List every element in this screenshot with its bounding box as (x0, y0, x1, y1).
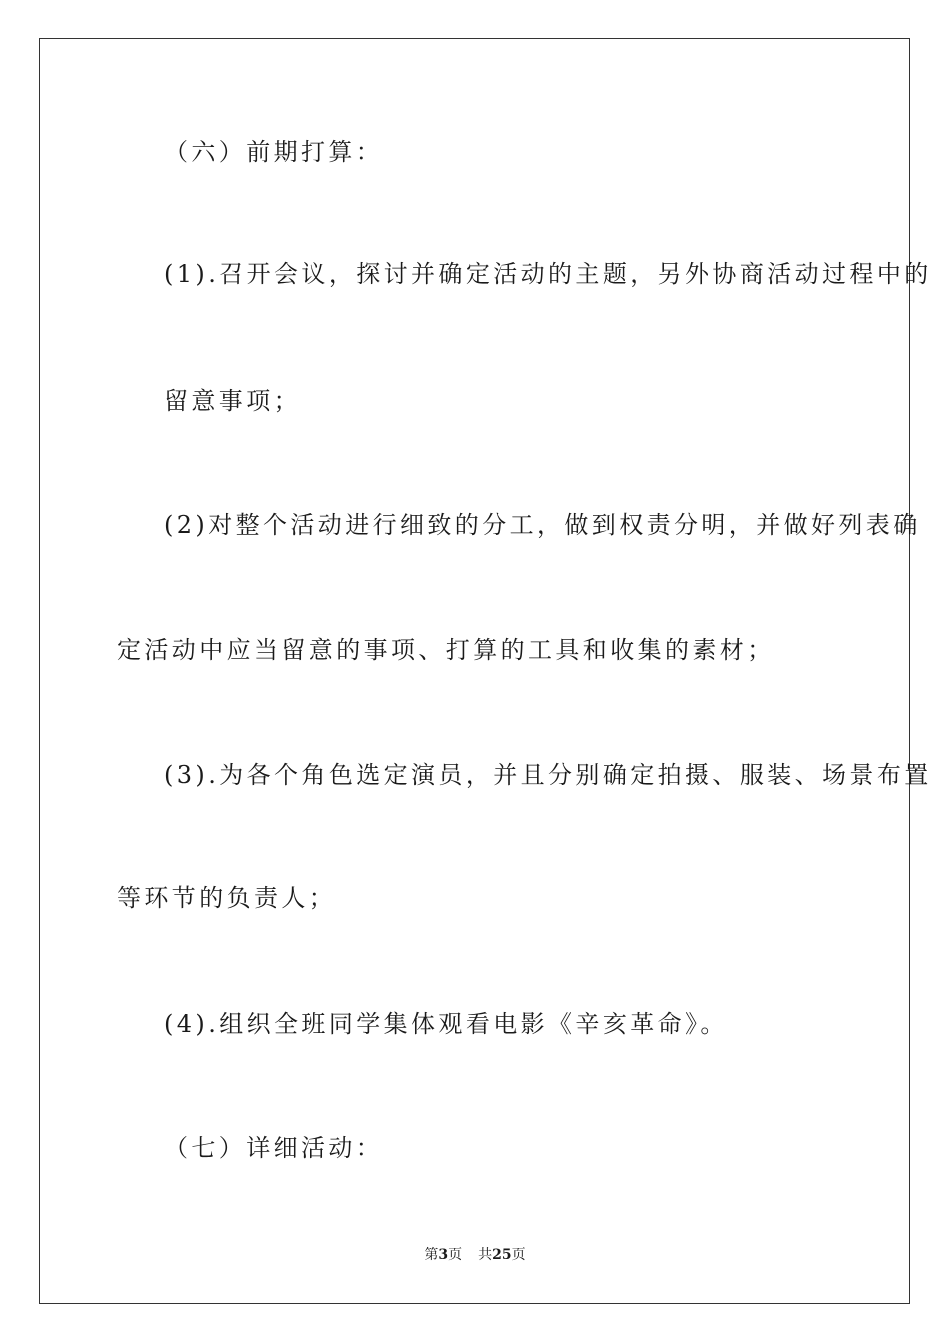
section-heading-seven: （七）详细活动： (164, 1134, 384, 1162)
page-footer (0, 1245, 950, 1265)
footer-total-pages: 25 (492, 1247, 512, 1263)
paragraph-line: (2)对整个活动进行细致的分工，做到权责分明，并做好列表确 (164, 511, 921, 539)
paragraph-line: (1).召开会议，探讨并确定活动的主题，另外协商活动过程中的 (164, 260, 932, 288)
paragraph-line: 等环节的负责人； (117, 884, 337, 912)
footer-page-prefix: 第 (424, 1247, 439, 1263)
paragraph-line: (4).组织全班同学集体观看电影《辛亥革命》。 (164, 1010, 728, 1038)
paragraph-line: 留意事项； (164, 387, 301, 415)
paragraph-line: 定活动中应当留意的事项、打算的工具和收集的素材； (117, 636, 775, 664)
paragraph-line: (3).为各个角色选定演员，并且分别确定拍摄、服装、场景布置 (164, 761, 932, 789)
section-heading-six: （六）前期打算： (164, 138, 384, 166)
footer-total-suffix: 页 (511, 1247, 526, 1263)
footer-page-suffix: 页 (448, 1247, 463, 1263)
page-border (39, 38, 910, 1304)
footer-current-page: 3 (438, 1247, 449, 1263)
footer-total-prefix: 共 (478, 1247, 493, 1263)
